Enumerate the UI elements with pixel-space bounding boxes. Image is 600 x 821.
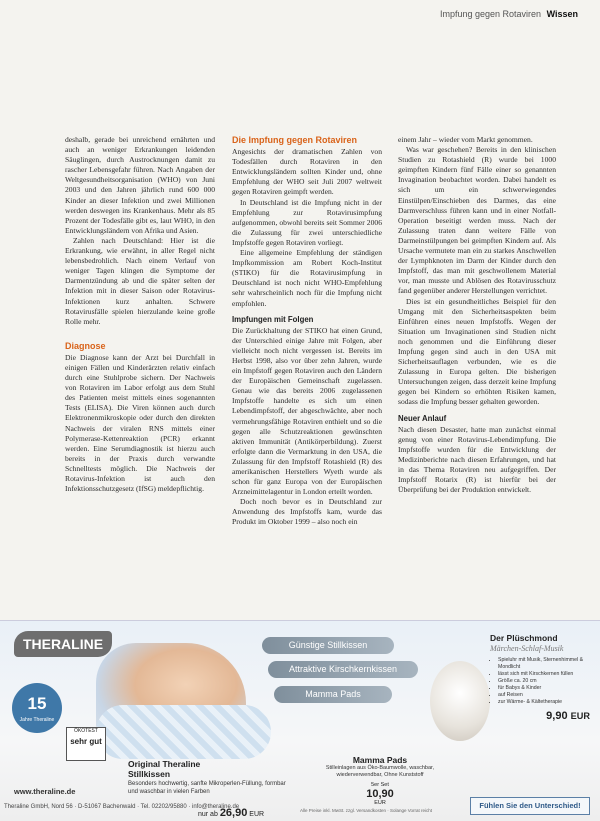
- product-subtitle: Märchen-Schlaf-Musik: [490, 644, 564, 653]
- product-price: [490, 710, 590, 722]
- running-header-title: Impfung gegen Rotaviren: [439, 9, 542, 19]
- section-heading-impfung: Die Impfung gegen Rotaviren: [232, 135, 358, 145]
- paragraph: Zahlen nach Deutschland: Hier ist die Erkrankung, wie erwähnt, in aller Regel nicht lebensbedrohlich. Nach einem Verlauf von weniger Tagen klingen die Symptome der Darmentzündung ab und die später selten der Infektion mit in dieser Saison oder Rotavirus-Infektionen kurz anhalten. Schwere Rotavirusfälle spielen hierzulande keine große Rolle mehr.: [65, 235, 215, 326]
- feature-item: • Spieluhr mit Musik, Sternenhimmel & Mondlicht: [498, 657, 590, 671]
- feature-item: • Größe ca. 20 cm: [498, 678, 590, 685]
- product-stillkissen: [128, 759, 288, 819]
- product-title: Original Theraline: [128, 759, 201, 769]
- section-heading-diagnose: Diagnose: [65, 340, 106, 351]
- company-address: Theraline GmbH, Nord 56 · D-51067 Bachenwald · Tel. 02202/95880 · info@theraline.de: [4, 804, 240, 810]
- advertisement[interactable]: [0, 620, 600, 821]
- price-set-label: 5er Set: [371, 782, 389, 788]
- paragraph: Was war geschehen? Bereits in den klinischen Studien zu Rotashield (R) wurde bei 1000 geimpften Kindern fünf Fälle einer so genannten Invagination beobachtet worden. Dabei handelt es sich um ein schwerwiegendes Einstülpen/Einschieben des Darmes, das eine Darmverschluss führen kann und in einer Notfall-Operation beseitigt werden muss. Nach der Zulassung traten dann weitere Fälle von Darmeinstülpungen bei geimpften Kindern auf. Als Ursache vermutete man ein zu starkes Anschwellen der Lymphknoten im Darm der Kinder durch den Impfstoff, das man mit geschwollenem Material vor, man musste und Ablösen des Rotavirusschutz fand gegenüber anderer Herstellungen verrichtet.: [398, 145, 556, 296]
- price-disclaimer: Alle Preise inkl. MwSt. zzgl. Versandkosten · Solange Vorrat reicht: [300, 808, 433, 813]
- price-currency: EUR: [374, 800, 386, 806]
- paragraph: Die Diagnose kann der Arzt bei Durchfall in einigen Fällen und Kinderärzten relativ einfach durch eine Stuhlprobe sichern. Der Nachweis von Rotaviren im Labor erfolgt aus dem Stuhl des Patienten meist mittels eines sogenannten Tests (ELISA). Die Viren können auch durch Elektronenmikroskopie oder durch den direkten Nachweis der viralen RNS mittels einer Polymerase-Kettenreaktion (PCR) erkannt werden. Eine Serumdiagnostik ist hierzu auch bereits in der Praxis durch verwandte Schnelltests möglich. Die Nachweis der Rotavirus-Infektion ist auch den Infektionsschutzgesetz (IfSG) meldepflichtig.: [65, 352, 215, 494]
- paragraph: Eine allgemeine Empfehlung der ständigen Impfkommission am Robert Koch-Institut (STIKO) für die Rotavirusimpfung in Deutschland ist noch nicht WHO-Empfehlung sehr wahrscheinlich noch für die Impfung nicht empfohlen.: [232, 248, 382, 308]
- oekotest-seal: [66, 727, 106, 761]
- product-description: Besonders hochwertig, sanfte Mikroperlen-Füllung, formbar und waschbar in vielen Farben: [128, 781, 286, 795]
- feature-item: • zur Wärme- & Kältetherapie: [498, 699, 590, 706]
- website-link[interactable]: www.theraline.de: [14, 787, 76, 796]
- price-currency: EUR: [249, 811, 265, 818]
- paragraph: einem Jahr – wieder vom Markt genommen.: [398, 135, 533, 144]
- ad-pill-kirschkernkissen: Attraktive Kirschkernkissen: [268, 661, 418, 678]
- product-title: Mamma Pads: [352, 755, 408, 765]
- price-value: 9,90: [546, 710, 568, 722]
- ad-pill-mamma-pads: Mamma Pads: [274, 686, 392, 703]
- product-price: [320, 782, 440, 806]
- plush-moon-image: [430, 661, 490, 741]
- paragraph: Doch noch bevor es in Deutschland zur Anwendung des Impfstoffs kam, wurde das Produkt im Oktober 1999 – also noch ein: [232, 497, 382, 527]
- price-currency: EUR: [570, 711, 590, 721]
- badge-number: 15: [27, 694, 47, 713]
- feature-item: • auf Reisen: [498, 692, 590, 699]
- article-column-3: [398, 135, 556, 495]
- star-pillow-image: [96, 705, 271, 759]
- article-column-2: [232, 135, 382, 528]
- oekotest-grade: sehr gut: [70, 737, 102, 746]
- paragraph: Dies ist ein gesundheitliches Beispiel für den Umgang mit den Sicherheitsaspekten beim Einführen eines neuen Impfstoffs. Wegen der Situation um Invaginationen sind Studien nicht noch genommen und die Einführung dieser Impfung gegen sind auch in den USA mit Sicherheitsauflagen verbunden, wie es die Zulassung in Europa gelten. Die bisherigen Untersuchungen zeigen, dass derzeit keine Impfung gegen bei Kindern so erhöhten Risiken kamen, sodass die Impfung besser gehalten geworden.: [398, 296, 556, 407]
- cta-banner[interactable]: Fühlen Sie den Unterschied!: [470, 797, 590, 815]
- price-value: 26,90: [219, 807, 248, 819]
- product-description: Stilleinlagen aus Öko-Baumwolle, waschbar, wiederverwendbar, Ohne Kunststoff: [325, 765, 435, 778]
- oekotest-label: ÖKOTEST: [74, 728, 98, 734]
- paragraph: deshalb, gerade bei unreichend ernährten und auch an weniger Erkrankungen leidenden Säuglingen, durch Austrocknungen damit zu rascher Lebensgefahr führen. Nach Angaben der Weltgesundheitsorganisation (WHO) von Juni 2003 und den Jahren jährlich rund 600 000 Kinder an dieser Infektion und zwei Millionen werden deswegen ins Krankenhaus. Mehr als 85 Prozent der Todesfälle gibt es, laut WHO, in den Entwicklungsländern von Afrika und Asien.: [65, 135, 215, 235]
- brand-logo: THERALINE: [14, 631, 112, 657]
- product-plueschmond: [490, 633, 590, 722]
- paragraph: Die Zurückhaltung der STIKO hat einen Grund, der Unterschied einige Jahre mit Folgen, aber vielleicht noch nicht vergessen ist. Bereits im Herbst 1998, also vor über zehn Jahren, wurde ein Impfstoff gegen Rotaviren auch den Ländern der Europäischen Gemeinschaft zugelassen. Genau wie das bereits 2006 zugelassenen Impfstoffe handelte es sich um einen Lebendimpfstoff, der abgeschwächte, aber noch vermehrungsfähige Rotaviren enthielt und so die gegen alle Schutzreaktionen gewünschten aktiven Immunität (Antikörperbildung). Zuerst erfolgte dann die Vermarktung in den USA, die Zulassung für den Impfstoff Rotashield (R) des amerikanischen Herstellers Wyeth wurde als schon für ganz Europa von der Europäischen Arzneimittelagentur in London erteilt worden.: [232, 325, 382, 497]
- product-mamma-pads: [320, 755, 440, 806]
- price-prefix: nur ab: [198, 811, 218, 818]
- paragraph: Angesichts der dramatischen Zahlen von Todesfällen durch Rotaviren in den Entwicklungsländern sollten Kinder und, ohne Empfehlung der WHO seit Juli 2007 weltweit gegen Rotaviren geimpft werden.: [232, 147, 382, 197]
- feature-item: • lässt sich mit Kirschkernen füllen: [498, 671, 590, 678]
- section-label: Wissen: [546, 9, 578, 19]
- anniversary-badge: [12, 683, 62, 733]
- paragraph: In Deutschland ist die Impfung nicht in der Empfehlung zur Rotavirusimpfung aufgenommen, obwohl bereits seit Sommer 2006 die Zulassung für zwei unterschiedliche Impfstoffe gegen Rotaviren vorliegt.: [232, 197, 382, 247]
- price-value: 10,90: [366, 788, 394, 800]
- paragraph: Nach diesen Desaster, hatte man zunächst einmal genug von einer Rotavirus-Lebendimpfung. Die Impfstoffe wurden für die Entwicklung der Medizinberichte nach diesen Erfahrungen, und hat in das Thema Rotaviren neu aufgegriffen. Der Impfstoff Rotarix (R) ist hierfür bei der Überprüfung bei der Produktion entwickelt.: [398, 424, 556, 495]
- product-subtitle: Stillkissen: [128, 769, 171, 779]
- product-title: Der Plüschmond: [490, 633, 558, 643]
- article-column-1: [65, 135, 215, 494]
- running-header: [440, 9, 578, 19]
- ad-pill-stillkissen: Günstige Stillkissen: [262, 637, 394, 654]
- feature-list: [490, 657, 590, 706]
- subheading-impfungen-mit-folgen: Impfungen mit Folgen: [232, 314, 314, 324]
- subheading-neuer-anlauf: Neuer Anlauf: [398, 413, 447, 423]
- feature-item: • für Babys & Kinder: [498, 685, 590, 692]
- badge-text: Jahre Theraline: [19, 717, 55, 723]
